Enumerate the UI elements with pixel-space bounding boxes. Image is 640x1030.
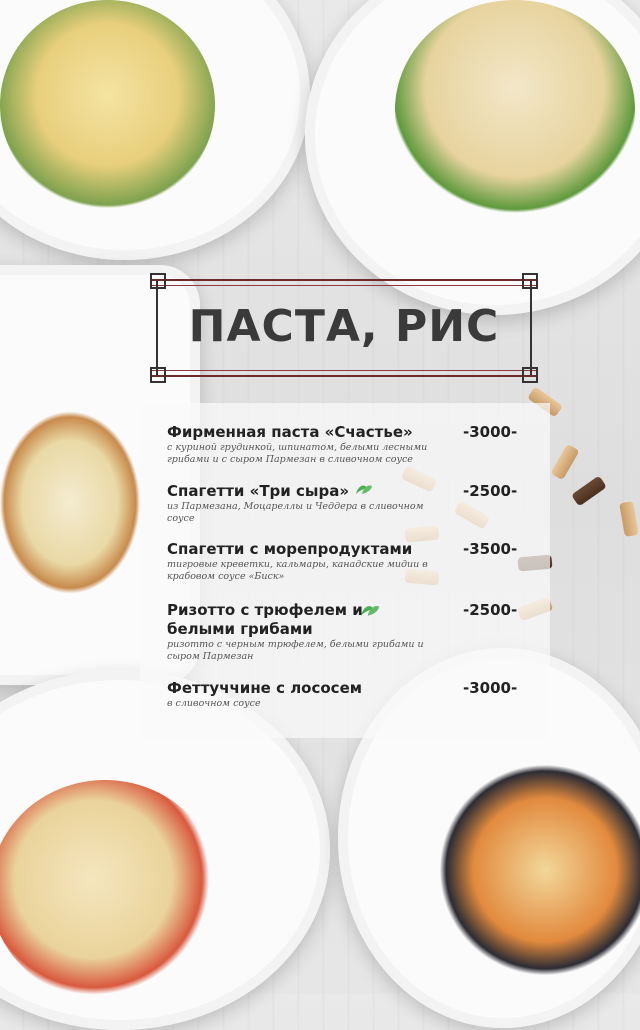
dish-pasta-top-right [395, 0, 635, 220]
menu-item-name: Спагетти с морепродуктами [167, 540, 413, 558]
frame-corner [522, 273, 538, 289]
menu-item [167, 482, 537, 525]
frame-corner [150, 367, 166, 383]
menu-item-name: Спагетти «Три сыра» [167, 482, 350, 500]
leaf-icon [356, 602, 384, 623]
frame-corner [522, 367, 538, 383]
menu-item-name: Фирменная паста «Счастье» [167, 423, 413, 441]
frame-line-top-thin [152, 285, 536, 286]
menu-item-price: -2500- [463, 482, 518, 500]
menu-item-description: тигровые креветки, кальмары, канадские мидии в крабовом соусе «Биск» [167, 559, 428, 582]
frame-corner [150, 273, 166, 289]
menu-item-price: -3000- [463, 679, 518, 697]
leaf-icon [355, 482, 373, 501]
page-title: ПАСТА, РИС [188, 301, 500, 352]
menu-item [167, 601, 537, 663]
dish-pasta-top-left [0, 0, 215, 210]
menu-item-description: с куриной грудинкой, шпинатом, белыми лесными грибами и с сыром Пармезан в сливочном соусе [167, 442, 428, 465]
menu-item-price: -3500- [463, 540, 518, 558]
menu-title-frame [152, 273, 536, 383]
frame-line-bottom [152, 375, 536, 377]
menu-item-description: ризотто с черным трюфелем, белыми грибами и сыром Пармезан [167, 639, 424, 662]
frame-line-top [152, 279, 536, 281]
menu-item-description: из Пармезана, Моцареллы и Чеддера в сливочном соусе [167, 501, 424, 524]
menu-item-price: -3000- [463, 423, 518, 441]
menu-item-description: в сливочном соусе [167, 698, 261, 709]
menu-item [167, 423, 537, 466]
frame-line-bottom-thin [152, 370, 536, 371]
pasta-piece [571, 476, 607, 507]
menu-item-name: Феттуччине с лососем [167, 679, 363, 697]
dish-risotto [0, 405, 145, 600]
dish-seafood [440, 750, 640, 990]
menu-item-name: Ризотто с трюфелем и белыми грибами [167, 601, 363, 638]
menu-item [167, 679, 537, 710]
menu-item-price: -2500- [463, 601, 518, 619]
pasta-piece [550, 444, 579, 480]
dish-fettuccine [0, 780, 220, 1000]
menu-item [167, 540, 537, 583]
pasta-piece [619, 501, 639, 537]
